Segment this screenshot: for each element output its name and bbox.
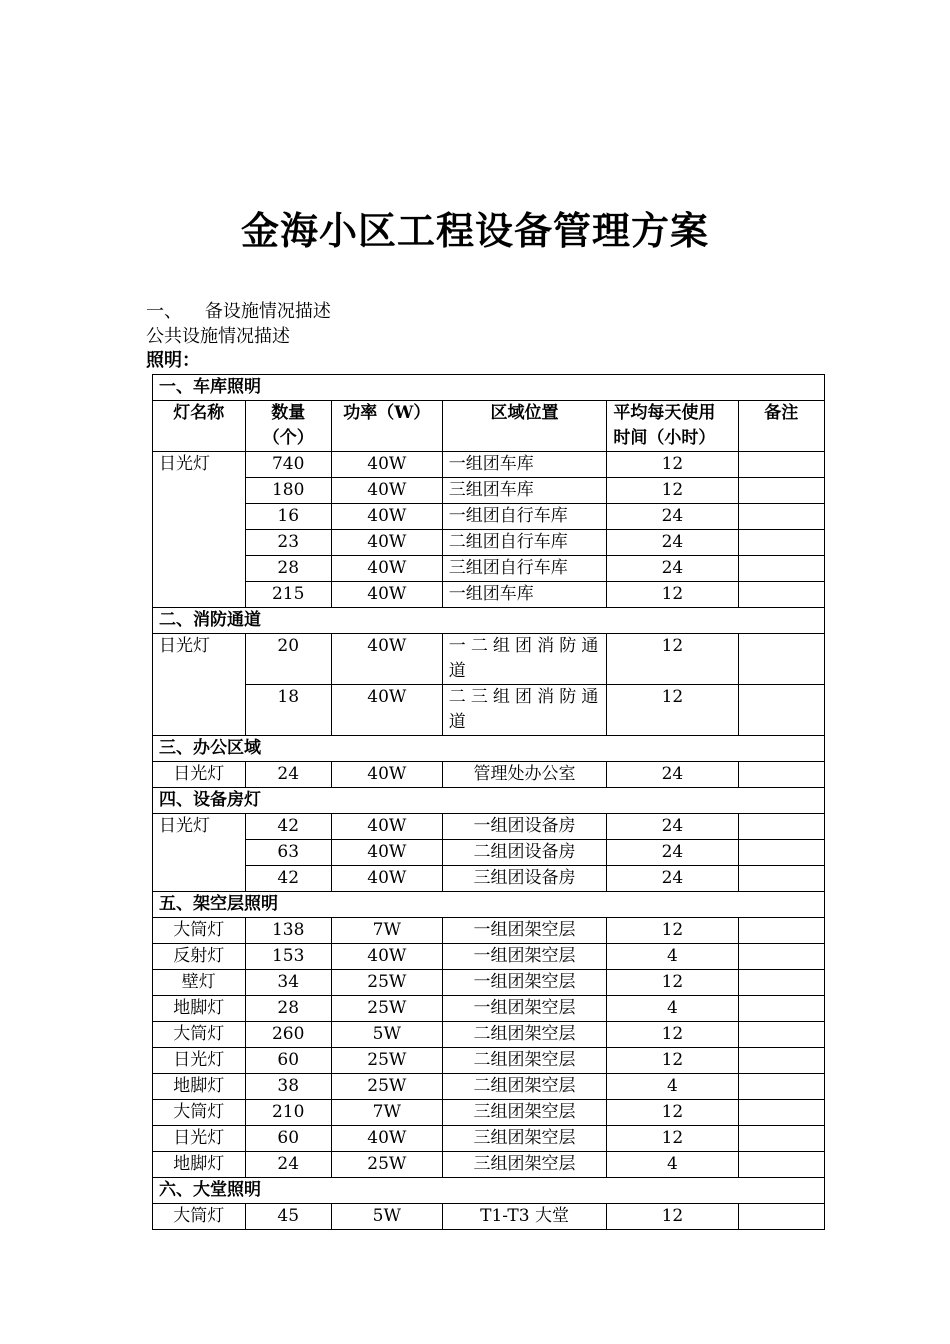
location: 一组团设备房 xyxy=(442,814,607,840)
location: 三组团架空层 xyxy=(442,1100,607,1126)
power: 40W xyxy=(331,944,442,970)
location: 三组团架空层 xyxy=(442,1152,607,1178)
quantity: 260 xyxy=(245,1022,331,1048)
lamp-name: 反射灯 xyxy=(153,944,246,970)
power: 40W xyxy=(331,582,442,608)
table-row xyxy=(153,970,825,996)
remarks xyxy=(738,582,825,608)
remarks xyxy=(738,1152,825,1178)
lamp-name: 大筒灯 xyxy=(153,1100,246,1126)
location: 二组团设备房 xyxy=(442,840,607,866)
lamp-name: 大筒灯 xyxy=(153,1204,246,1230)
lamp-name: 日光灯 xyxy=(153,814,246,892)
lamp-name: 地脚灯 xyxy=(153,1152,246,1178)
power: 40W xyxy=(331,840,442,866)
header-quantity: 数量（个） xyxy=(245,401,331,452)
power: 40W xyxy=(331,478,442,504)
location: 二组团架空层 xyxy=(442,1074,607,1100)
lamp-name: 日光灯 xyxy=(153,762,246,788)
table-row xyxy=(153,996,825,1022)
power: 40W xyxy=(331,634,442,685)
remarks xyxy=(738,634,825,685)
daily-hours: 12 xyxy=(607,582,738,608)
daily-hours: 24 xyxy=(607,762,738,788)
location: 一二组团消防通道 xyxy=(442,634,607,685)
daily-hours: 24 xyxy=(607,814,738,840)
power: 40W xyxy=(331,504,442,530)
remarks xyxy=(738,685,825,736)
location: 一组团架空层 xyxy=(442,996,607,1022)
remarks xyxy=(738,530,825,556)
remarks xyxy=(738,970,825,996)
power: 25W xyxy=(331,1152,442,1178)
remarks xyxy=(738,452,825,478)
table-row xyxy=(153,1048,825,1074)
remarks xyxy=(738,814,825,840)
quantity: 28 xyxy=(245,556,331,582)
location: 二三组团消防通道 xyxy=(442,685,607,736)
power: 40W xyxy=(331,866,442,892)
daily-hours: 12 xyxy=(607,1100,738,1126)
table-row xyxy=(153,1126,825,1152)
table-row xyxy=(153,762,825,788)
table-row xyxy=(153,840,825,866)
location: 一组团架空层 xyxy=(442,918,607,944)
daily-hours: 12 xyxy=(607,1204,738,1230)
table-row xyxy=(153,504,825,530)
quantity: 740 xyxy=(245,452,331,478)
daily-hours: 12 xyxy=(607,452,738,478)
table-row xyxy=(153,944,825,970)
header-row xyxy=(153,401,825,452)
location: 三组团自行车库 xyxy=(442,556,607,582)
lamp-name: 大筒灯 xyxy=(153,1022,246,1048)
section-title: 五、架空层照明 xyxy=(153,892,825,918)
remarks xyxy=(738,1100,825,1126)
quantity: 210 xyxy=(245,1100,331,1126)
table-row xyxy=(153,478,825,504)
daily-hours: 12 xyxy=(607,1022,738,1048)
header-power: 功率（W） xyxy=(331,401,442,452)
section-title: 二、消防通道 xyxy=(153,608,825,634)
header-location: 区域位置 xyxy=(442,401,607,452)
lamp-name: 地脚灯 xyxy=(153,996,246,1022)
table-row xyxy=(153,1204,825,1230)
power: 7W xyxy=(331,918,442,944)
remarks xyxy=(738,504,825,530)
power: 5W xyxy=(331,1022,442,1048)
quantity: 20 xyxy=(245,634,331,685)
quantity: 180 xyxy=(245,478,331,504)
power: 25W xyxy=(331,1074,442,1100)
table-row xyxy=(153,866,825,892)
power: 40W xyxy=(331,452,442,478)
quantity: 24 xyxy=(245,762,331,788)
section-title: 四、设备房灯 xyxy=(153,788,825,814)
lamp-name: 地脚灯 xyxy=(153,1074,246,1100)
location: 三组团设备房 xyxy=(442,866,607,892)
daily-hours: 12 xyxy=(607,918,738,944)
lamp-name: 日光灯 xyxy=(153,1126,246,1152)
daily-hours: 12 xyxy=(607,634,738,685)
quantity: 215 xyxy=(245,582,331,608)
power: 40W xyxy=(331,530,442,556)
power: 40W xyxy=(331,1126,442,1152)
section-row xyxy=(153,375,825,401)
daily-hours: 4 xyxy=(607,1152,738,1178)
header-remarks: 备注 xyxy=(738,401,825,452)
quantity: 63 xyxy=(245,840,331,866)
daily-hours: 24 xyxy=(607,504,738,530)
location: 三组团架空层 xyxy=(442,1126,607,1152)
quantity: 138 xyxy=(245,918,331,944)
section-title: 一、车库照明 xyxy=(153,375,825,401)
quantity: 23 xyxy=(245,530,331,556)
quantity: 45 xyxy=(245,1204,331,1230)
header-daily-hours: 平均每天使用时间（小时） xyxy=(607,401,738,452)
location: 一组团车库 xyxy=(442,452,607,478)
remarks xyxy=(738,996,825,1022)
table-row xyxy=(153,556,825,582)
remarks xyxy=(738,1074,825,1100)
remarks xyxy=(738,944,825,970)
lighting-table xyxy=(152,374,825,1230)
lamp-name: 壁灯 xyxy=(153,970,246,996)
table-row xyxy=(153,918,825,944)
table-row xyxy=(153,452,825,478)
section-row xyxy=(153,788,825,814)
quantity: 16 xyxy=(245,504,331,530)
table-row xyxy=(153,814,825,840)
lamp-name: 大筒灯 xyxy=(153,918,246,944)
table-row xyxy=(153,1074,825,1100)
quantity: 34 xyxy=(245,970,331,996)
power: 25W xyxy=(331,1048,442,1074)
table-row xyxy=(153,685,825,736)
daily-hours: 4 xyxy=(607,944,738,970)
daily-hours: 12 xyxy=(607,478,738,504)
daily-hours: 12 xyxy=(607,1126,738,1152)
daily-hours: 12 xyxy=(607,970,738,996)
table-row xyxy=(153,582,825,608)
power: 5W xyxy=(331,1204,442,1230)
location: 一组团架空层 xyxy=(442,944,607,970)
header-lamp-name: 灯名称 xyxy=(153,401,246,452)
section-row xyxy=(153,736,825,762)
quantity: 28 xyxy=(245,996,331,1022)
power: 25W xyxy=(331,970,442,996)
remarks xyxy=(738,478,825,504)
lamp-name: 日光灯 xyxy=(153,1048,246,1074)
location: 三组团车库 xyxy=(442,478,607,504)
power: 40W xyxy=(331,814,442,840)
subheading: 公共设施情况描述 xyxy=(146,326,290,347)
quantity: 60 xyxy=(245,1126,331,1152)
section-title: 三、办公区域 xyxy=(153,736,825,762)
quantity: 18 xyxy=(245,685,331,736)
table-row xyxy=(153,1100,825,1126)
section-heading: 一、 备设施情况描述 xyxy=(146,301,331,322)
quantity: 153 xyxy=(245,944,331,970)
table-row xyxy=(153,530,825,556)
remarks xyxy=(738,866,825,892)
document-title: 金海小区工程设备管理方案 xyxy=(240,208,709,253)
remarks xyxy=(738,1204,825,1230)
location: 二组团架空层 xyxy=(442,1048,607,1074)
section-title: 六、大堂照明 xyxy=(153,1178,825,1204)
daily-hours: 24 xyxy=(607,840,738,866)
remarks xyxy=(738,918,825,944)
remarks xyxy=(738,1126,825,1152)
section-row xyxy=(153,1178,825,1204)
daily-hours: 12 xyxy=(607,685,738,736)
location: 二组团自行车库 xyxy=(442,530,607,556)
daily-hours: 4 xyxy=(607,996,738,1022)
table-row xyxy=(153,1022,825,1048)
section-row xyxy=(153,608,825,634)
power: 40W xyxy=(331,685,442,736)
quantity: 38 xyxy=(245,1074,331,1100)
remarks xyxy=(738,840,825,866)
daily-hours: 12 xyxy=(607,1048,738,1074)
daily-hours: 4 xyxy=(607,1074,738,1100)
daily-hours: 24 xyxy=(607,556,738,582)
location: T1-T3 大堂 xyxy=(442,1204,607,1230)
remarks xyxy=(738,556,825,582)
location: 二组团架空层 xyxy=(442,1022,607,1048)
lamp-name: 日光灯 xyxy=(153,634,246,736)
daily-hours: 24 xyxy=(607,530,738,556)
daily-hours: 24 xyxy=(607,866,738,892)
quantity: 60 xyxy=(245,1048,331,1074)
table-row xyxy=(153,634,825,685)
location: 一组团架空层 xyxy=(442,970,607,996)
location: 一组团自行车库 xyxy=(442,504,607,530)
power: 40W xyxy=(331,556,442,582)
quantity: 42 xyxy=(245,814,331,840)
remarks xyxy=(738,1048,825,1074)
remarks xyxy=(738,762,825,788)
location: 管理处办公室 xyxy=(442,762,607,788)
power: 40W xyxy=(331,762,442,788)
quantity: 24 xyxy=(245,1152,331,1178)
table-row xyxy=(153,1152,825,1178)
power: 7W xyxy=(331,1100,442,1126)
location: 一组团车库 xyxy=(442,582,607,608)
section-row xyxy=(153,892,825,918)
quantity: 42 xyxy=(245,866,331,892)
lighting-label: 照明： xyxy=(146,350,200,371)
lamp-name: 日光灯 xyxy=(153,452,246,608)
power: 25W xyxy=(331,996,442,1022)
remarks xyxy=(738,1022,825,1048)
